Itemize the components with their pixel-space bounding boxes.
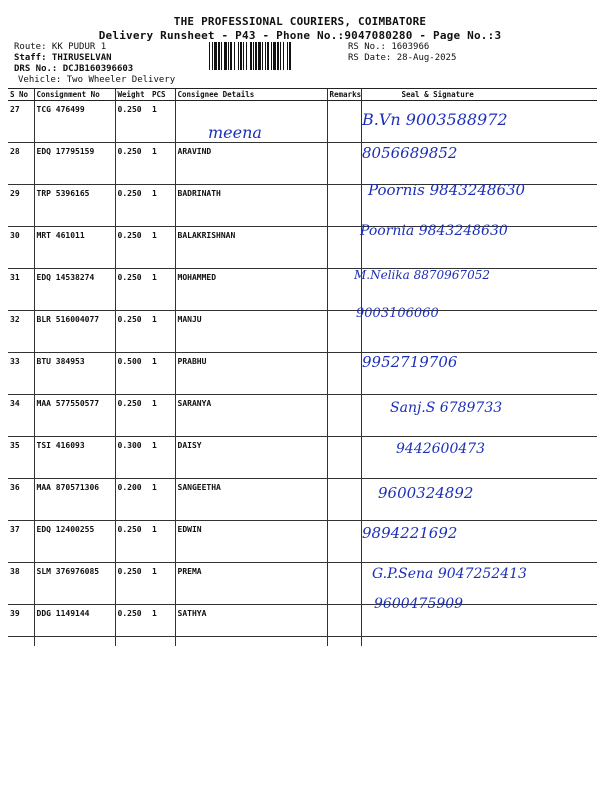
handwritten-signature: 9952719706	[362, 353, 458, 371]
row-pcs: 1	[152, 105, 157, 114]
row-remarks	[327, 479, 361, 521]
barcode-bar	[224, 42, 227, 70]
barcode-bar	[262, 42, 263, 70]
row-consignment-no: EDQ 17795159	[34, 143, 115, 185]
row-consignment-no: EDQ 14538274	[34, 269, 115, 311]
staff-label: Staff: THIRUSELVAN	[14, 53, 112, 63]
col-sno: S No	[8, 89, 34, 101]
row-consignee: MOHAMMED	[175, 269, 327, 311]
handwritten-signature: 9003106060	[356, 306, 439, 321]
row-weight: 0.250	[115, 563, 152, 605]
table-row	[8, 437, 597, 479]
row-weight: 0.250	[115, 521, 152, 563]
table-row	[8, 101, 597, 143]
row-pcs: 1	[152, 315, 157, 324]
barcode-bar	[240, 42, 242, 70]
table-row	[8, 395, 597, 437]
barcode-bar	[238, 42, 239, 70]
table-row	[8, 479, 597, 521]
rs-number: RS No.: 1603966	[348, 42, 430, 52]
row-consignment-no: TCG 476499	[34, 101, 115, 143]
row-sno: 30	[10, 231, 20, 240]
row-consignment-no: BTU 384953	[34, 353, 115, 395]
row-weight: 0.250	[115, 311, 152, 353]
row-weight: 0.250	[115, 227, 152, 269]
row-weight: 0.300	[115, 437, 152, 479]
row-consignment-no: EDQ 12400255	[34, 521, 115, 563]
row-sno: 28	[10, 147, 20, 156]
row-sno: 35	[10, 441, 20, 450]
barcode-bar	[283, 42, 284, 70]
row-pcs: 1	[152, 189, 157, 198]
row-consignee: BADRINATH	[175, 185, 327, 227]
divider	[8, 636, 597, 637]
row-pcs: 1	[152, 609, 157, 618]
col-weight: Weight	[115, 89, 152, 101]
handwritten-signature: 9600324892	[378, 484, 474, 502]
handwritten-signature: 9894221692	[362, 524, 458, 542]
row-pcs: 1	[152, 231, 157, 240]
row-sno: 38	[10, 567, 20, 576]
row-weight: 0.250	[115, 269, 152, 311]
handwritten-signature: B.Vn 9003588972	[362, 110, 508, 129]
row-sno: 34	[10, 399, 20, 408]
barcode-bar	[234, 42, 235, 70]
route-label: Route: KK PUDUR 1	[14, 42, 107, 52]
row-pcs: 1	[152, 567, 157, 576]
barcode-bar	[280, 42, 281, 70]
barcode-bar	[255, 42, 257, 70]
row-sno: 37	[10, 525, 20, 534]
row-consignment-no: DDG 1149144	[34, 605, 115, 647]
rs-date: RS Date: 28-Aug-2025	[348, 53, 457, 63]
drs-number: DRS No.: DCJB160396603	[14, 64, 134, 74]
barcode-bar	[289, 42, 291, 70]
barcode-bar	[250, 42, 252, 70]
row-pcs: 1	[152, 273, 157, 282]
row-weight: 0.500	[115, 353, 152, 395]
barcode-bar	[209, 42, 210, 70]
row-consignee: DAISY	[175, 437, 327, 479]
row-consignee: BALAKRISHNAN	[175, 227, 327, 269]
row-consignee: SARANYA	[175, 395, 327, 437]
barcode-bar	[253, 42, 254, 70]
row-pcs: 1	[152, 147, 157, 156]
barcode-bar	[228, 42, 229, 70]
row-consignee: ARAVIND	[175, 143, 327, 185]
barcode-bar	[212, 42, 213, 70]
table-header-row	[8, 89, 597, 101]
barcode-bar	[267, 42, 269, 70]
row-consignment-no: MAA 870571306	[34, 479, 115, 521]
row-sno: 32	[10, 315, 20, 324]
row-pcs: 1	[152, 483, 157, 492]
vehicle-label: Vehicle: Two Wheeler Delivery	[18, 75, 176, 85]
barcode-bar	[258, 42, 261, 70]
row-weight: 0.250	[115, 605, 152, 647]
row-remarks	[327, 605, 361, 647]
col-consignment: Consignment No	[34, 89, 115, 101]
row-pcs: 1	[152, 399, 157, 408]
row-consignee: PREMA	[175, 563, 327, 605]
row-remarks	[327, 437, 361, 479]
handwritten-signature: 9442600473	[396, 441, 486, 457]
col-remarks: Remarks	[327, 89, 361, 101]
row-weight: 0.200	[115, 479, 152, 521]
row-sno: 31	[10, 273, 20, 282]
row-pcs: 1	[152, 525, 157, 534]
table-row	[8, 521, 597, 563]
page-title: THE PROFESSIONAL COURIERS, COIMBATORE	[173, 15, 427, 28]
row-sno: 29	[10, 189, 20, 198]
row-consignment-no: SLM 376976085	[34, 563, 115, 605]
runsheet-table	[8, 88, 597, 646]
handwritten-signature: 8056689852	[362, 144, 458, 162]
table-row	[8, 311, 597, 353]
handwritten-note: meena	[208, 123, 262, 142]
row-remarks	[327, 563, 361, 605]
table-row	[8, 269, 597, 311]
row-remarks	[327, 143, 361, 185]
barcode-bar	[277, 42, 279, 70]
row-remarks	[327, 227, 361, 269]
table-row	[8, 605, 597, 647]
handwritten-signature: Poornia 9843248630	[360, 223, 508, 239]
table-row	[8, 353, 597, 395]
handwritten-signature: G.P.Sena 9047252413	[372, 566, 527, 582]
row-pcs: 1	[152, 357, 157, 366]
row-consignment-no: BLR 516004077	[34, 311, 115, 353]
barcode-bar	[246, 42, 247, 70]
row-remarks	[327, 185, 361, 227]
row-consignment-no: TRP 5396165	[34, 185, 115, 227]
row-sno: 27	[10, 105, 20, 114]
row-consignee: SATHYA	[175, 605, 327, 647]
row-weight: 0.250	[115, 395, 152, 437]
col-consignee: Consignee Details	[175, 89, 327, 101]
barcode-bar	[230, 42, 232, 70]
row-remarks	[327, 395, 361, 437]
row-remarks	[327, 101, 361, 143]
row-consignee: MANJU	[175, 311, 327, 353]
row-remarks	[327, 521, 361, 563]
barcode-bar	[287, 42, 288, 70]
table-row	[8, 143, 597, 185]
barcode-bar	[265, 42, 266, 70]
row-weight: 0.250	[115, 143, 152, 185]
barcode-bar	[273, 42, 276, 70]
row-weight: 0.250	[115, 185, 152, 227]
barcode-bar	[271, 42, 272, 70]
col-signature: Seal & Signature	[361, 89, 597, 101]
handwritten-signature: M.Nelika 8870967052	[354, 268, 490, 282]
row-sno: 39	[10, 609, 20, 618]
handwritten-signature: Sanj.S 6789733	[390, 400, 503, 416]
barcode-bar	[218, 42, 220, 70]
row-consignee: PRABHU	[175, 353, 327, 395]
row-sno: 36	[10, 483, 20, 492]
barcode-bar	[221, 42, 222, 70]
row-consignee: SANGEETHA	[175, 479, 327, 521]
handwritten-signature: 9600475909	[374, 596, 464, 612]
col-pcs: PCS	[152, 89, 175, 101]
barcode-image	[209, 42, 343, 70]
row-pcs: 1	[152, 441, 157, 450]
barcode-bar	[243, 42, 244, 70]
row-remarks	[327, 353, 361, 395]
table-row	[8, 227, 597, 269]
handwritten-signature: Poornis 9843248630	[368, 181, 526, 199]
barcode-bar	[214, 42, 217, 70]
row-consignment-no: MRT 461011	[34, 227, 115, 269]
row-sno: 33	[10, 357, 20, 366]
row-weight: 0.250	[115, 101, 152, 143]
row-consignment-no: MAA 577550577	[34, 395, 115, 437]
runsheet-subtitle: Delivery Runsheet - P43 - Phone No.:9047080280 - Page No.:3	[98, 29, 502, 42]
row-consignment-no: TSI 416093	[34, 437, 115, 479]
row-consignee: EDWIN	[175, 521, 327, 563]
